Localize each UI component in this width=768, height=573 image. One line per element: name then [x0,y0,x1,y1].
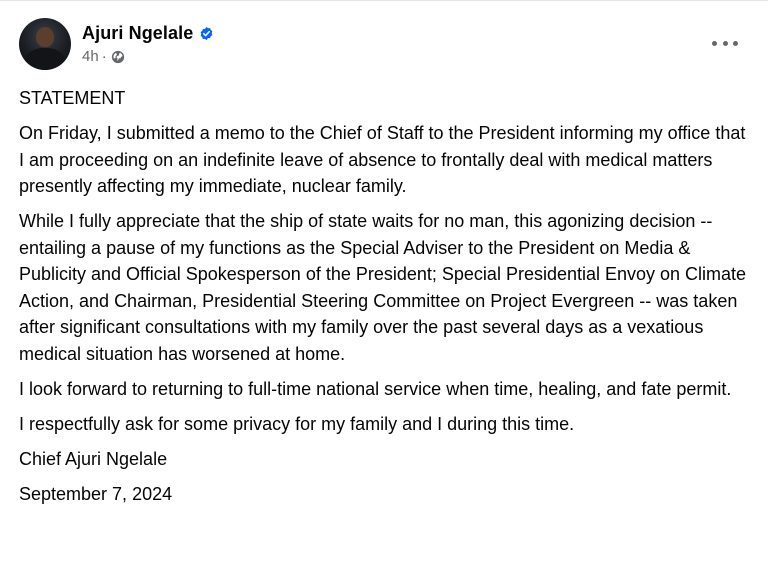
post-paragraph: While I fully appreciate that the ship of state waits for no man, this agonizing decision -- entailing a pause of my functions as the Special Adviser to the President on Media & Publicity and Official Spokesperson of the President; Special Presidential Envoy on Climate Action, and Chairman, Presidential Steering Committee on Project Evergreen -- was taken after significant consultations with my family over the past several days as a vexatious medical situation has worsened at home. [19,211,747,364]
globe-icon[interactable] [111,50,125,64]
more-dot [712,41,717,46]
more-dot [723,41,728,46]
post-time[interactable]: 4h [82,48,99,65]
post-paragraph-heading: STATEMENT [19,88,126,108]
post-paragraph: I respectfully ask for some privacy for my family and I during this time. [19,413,575,434]
post-paragraph: On Friday, I submitted a memo to the Chief of Staff to the President informing my office that I am proceeding on an indefinite leave of absence to frontally deal with medical matters presently affecting my immediate, nuclear family. [19,123,746,196]
meta-separator: · [101,48,107,65]
author-name[interactable]: Ajuri Ngelale [82,22,194,43]
post-body [19,85,754,516]
avatar-shoulders [25,48,65,70]
more-options-icon[interactable] [712,37,738,49]
avatar-head [36,27,54,47]
post-header [19,18,214,72]
post-timestamp-row [82,48,214,65]
post-meta [82,18,214,65]
post-signature: Chief Ajuri Ngelale [19,448,168,469]
author-name-row [82,22,214,44]
post-paragraph: I look forward to returning to full-time national service when time, healing, and fate permit. [19,378,732,399]
post-date: September 7, 2024 [19,483,173,504]
verified-badge-icon [199,26,214,41]
author-avatar[interactable] [19,18,71,70]
more-dot [733,41,738,46]
